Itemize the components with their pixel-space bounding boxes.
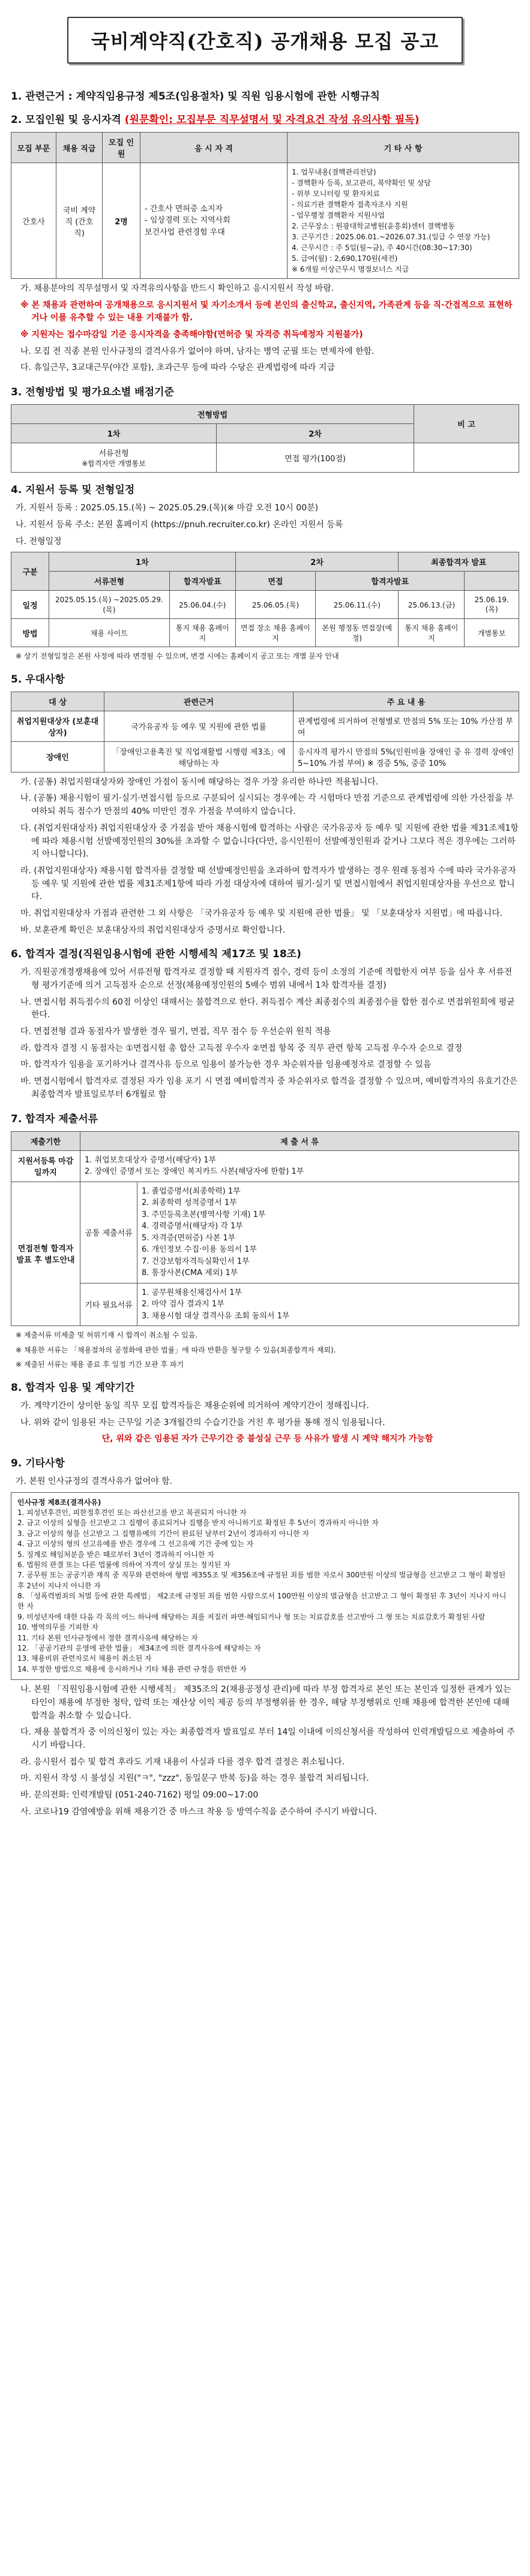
disqualification-box (11, 1492, 519, 1681)
qual-item: - 임상경력 또는 지역사회 (145, 216, 230, 226)
stage2-cell: 면접 평가(100점) (217, 443, 414, 473)
preference-table (11, 692, 519, 773)
box-line: 10. 병역의무를 기피한 자 (17, 1623, 98, 1632)
box-line: 11. 기타 본원 인사규정에서 정한 결격사유에 해당하는 자 (17, 1633, 198, 1642)
table-cell (137, 1283, 519, 1326)
remark-cell (414, 443, 519, 473)
table-cell: 25.06.19.(목) (465, 591, 519, 619)
note-warning: ※ 지원자는 접수마감일 기준 응시자격을 충족해야함(면허증 및 자격증 취득예정자 지원불가) (20, 330, 363, 340)
misc-item: ※ 6개월 이상근무시 명절보너스 지급 (292, 265, 409, 273)
section-9-heading: 9. 기타사항 (11, 1457, 65, 1469)
section-2-heading (11, 111, 519, 126)
preference-item: 나. (공통) 채용시험이 필기·실기·면접시험 등으로 구분되어 실시되는 경우에는 각 시험마다 만점 기준으로 관계법령에 의한 가산점을 부여하되 취득 점수가 만점의 40% 미만인 경우 가점을 부여하지 않습니다. (20, 793, 514, 817)
misc-item: - 의료기관 결핵환자 접촉자조사 지원 (292, 200, 408, 209)
table-cell: 공통 제출서류 (80, 1182, 137, 1283)
table-row (11, 711, 519, 741)
table-header: 모집 인원 (103, 133, 140, 163)
decision-item: 나. 면접시험 취득점수의 60점 이상인 대해서는 불합격으로 한다. 취득점수 계산 최종점수의 최종점수를 합한 점수로 면접위원회에 평균한다. (20, 997, 515, 1020)
table-header: 관련근거 (104, 692, 294, 711)
selection-table (11, 404, 519, 473)
other-item: 라. 응시원서 접수 및 합격 후라도 기재 내용이 사실과 다를 경우 합격 결정은 취소됩니다. (20, 1757, 345, 1767)
preference-item: 가. (공통) 취업지원대상자와 장애인 가점이 동시에 해당하는 경우 가장 유리한 하나만 적용됩니다. (20, 777, 379, 787)
qual-item: 보건사업 관련경험 우대 (145, 227, 225, 237)
document-item: 2. 장애인 증명서 또는 장애인 복지카드 사본(해당자에 한함) 1부 (85, 1167, 304, 1177)
other-item: 마. 지원서 작성 시 불성실 지원("ㅋ", "zzz", 동일문구 반복 등)을 하는 경우 불합격 처리됩니다. (20, 1774, 369, 1784)
schedule-table (11, 552, 519, 647)
contract-item: 나. 위와 같이 임용된 자는 근무일 기준 3개월간의 수습기간을 거친 후 평가를 통해 정식 임용됩니다. (20, 1417, 385, 1427)
misc-item: 3. 근무기간 : 2025.06.01.~2026.07.31.(일급 수 연장 가능) (292, 233, 490, 241)
table-cell: 25.06.05.(목) (235, 591, 315, 619)
count-cell: 2명 (103, 163, 140, 279)
preference-item: 라. (취업지원대상자) 채용시험 합격자를 결정할 때 선발예정인원을 초과하여 합격자가 발생하는 경우 원래 동점자 수에 따라 국가유공자 등 예우 및 지원에 관한 법률 제31조제1항에 따라 가점 대상자에 대하여 필기·실기 및 면접시험에서 취업지원대상자를 우선으로 합니다. (20, 865, 516, 902)
document-item: 8. 통장사본(CMA 제외) 1부 (142, 1269, 238, 1278)
section-8-heading: 8. 합격자 임용 및 계약기간 (11, 1381, 135, 1394)
table-cell: 2025.05.15.(목) ~2025.05.29.(목) (49, 591, 170, 619)
page-title: 국비계약직(간호직) 공개채용 모집 공고 (67, 17, 463, 64)
table-header-row (11, 572, 519, 591)
note: 나. 모집 전 직종 본원 인사규정의 결격사유가 없어야 하며, 남자는 병역 군필 또는 면제자에 한함. (20, 346, 375, 356)
table-header: 모집 부문 (11, 133, 56, 163)
table-row (11, 1283, 519, 1326)
document-item: 2. 마약 검사 결과지 1부 (142, 1300, 224, 1309)
schedule-item: 다. 전형일정 (16, 536, 62, 546)
box-line: 4. 금고 이상의 형의 선고유예를 받은 경우에 그 선고유예 기간 중에 있는 자 (17, 1540, 254, 1549)
document-item: 3. 채용시험 대상 결격사유 조회 동의서 1부 (142, 1311, 290, 1321)
table-header: 제출기한 (11, 1131, 80, 1150)
table-cell: 「장애인고용촉진 및 직업재활법 시행령 제3조」에 해당하는 자 (104, 741, 294, 772)
misc-item: 1. 업무내용(결핵관리전담) (292, 168, 376, 176)
box-line: 3. 금고 이상의 형을 선고받고 그 집행유예의 기간이 완료된 날부터 2년이 경과하지 아니한 자 (17, 1529, 309, 1538)
qual-cell (140, 163, 288, 279)
misc-item: 2. 근무장소 : 원광대학교병원(윤흥회)센터 결핵병동 (292, 222, 455, 230)
other-sub: 가. 본원 인사규정의 결격사유가 없어야 함. (16, 1476, 173, 1486)
table-cell (80, 1150, 519, 1182)
table-header-row (11, 405, 519, 424)
table-row (11, 741, 519, 772)
table-header-row (11, 133, 519, 163)
misc-item: - 결핵환자 등록, 보고관리, 복약확인 및 상담 (292, 179, 431, 187)
table-cell: 면접 장소 채용 홈페이지 (235, 619, 315, 647)
box-line: 12. 「공공기관의 운영에 관한 법률」 제34조에 의한 결격사유에 해당하는 자 (17, 1644, 261, 1653)
preference-item: 다. (취업지원대상자) 취업지원대상자 중 가점을 받아 채용시험에 합격하는 사람은 국가유공자 등 예우 및 지원에 관한 법률 제31조제1항에 따라 채용시험 선발예정인원의 30%를 초과할 수 없습니다(다만, 응시인원이 선발예정인원과 같거나 그보다 적은 경우에는 그러하지 아니합니다). (20, 823, 519, 859)
table-header: 최종합격자 발표 (399, 552, 519, 572)
table-header: 제 출 서 류 (80, 1131, 519, 1150)
table-cell: 면접전형 합격자 발표 후 별도안내 (11, 1182, 80, 1326)
section-5-heading: 5. 우대사항 (11, 673, 65, 686)
table-header: 구분 (11, 552, 49, 591)
other-item: 나. 본원 「직원임용시험에 관한 시행세칙」 제35조의 2(채용공정성 관리)에 따라 부정 합격자로 본인 또는 본인과 일정한 관계가 있는 타인이 채용에 부정한 청탁, 압력 또는 재산상 이익 제공 등의 부정행위를 한 경우, 해당 부정행위로 인해 채용에 합격한 본인에 대해 합격을 취소할 수 있습니다. (20, 1685, 511, 1721)
schedule-note: ※ 상기 전형일정은 본원 사정에 따라 변경될 수 있으며, 변경 시에는 홈페이지 공고 또는 개별 문자 안내 (16, 652, 339, 661)
table-row (11, 1182, 519, 1283)
table-row (11, 1150, 519, 1182)
document-item: 1. 취업보호대상자 증명서(해당자) 1부 (85, 1155, 217, 1165)
document-item: 2. 최종학력 성적증명서 1부 (142, 1198, 237, 1208)
section-pass-decision (11, 945, 519, 1101)
section-legal-basis (11, 88, 519, 103)
table-row (11, 619, 519, 647)
table-header: 2차 (217, 424, 414, 443)
stage1-value: 서류전형 (98, 449, 129, 459)
table-cell: 통지 채용 홈페이지 (399, 619, 465, 647)
box-line: 2. 금고 이상의 실형을 선고받고 그 집행이 종료되거나 집행을 받지 아니하기로 확정된 후 5년이 경과하지 아니한 자 (17, 1519, 379, 1528)
table-cell: 장애인 (11, 741, 104, 772)
table-header: 대 상 (11, 692, 104, 711)
documents-table (11, 1131, 519, 1327)
table-header: 주 요 내 용 (294, 692, 519, 711)
section-2-title: 2. 모집인원 및 응시자격 (11, 114, 121, 126)
table-row (11, 443, 519, 473)
preference-item: 바. 보훈관계 확인은 보훈대상자의 취업지원대상자 증명서로 확인합니다. (20, 925, 286, 935)
misc-item: 5. 급여(월) : 2,690,170원(세전) (292, 254, 398, 263)
table-cell: 취업지원대상자 (보훈대상자) (11, 711, 104, 741)
section-preferences (11, 671, 519, 937)
document-item: 3. 주민등록초본(병역사항 기재) 1부 (142, 1210, 266, 1219)
section-7-heading: 7. 합격자 제출서류 (11, 1113, 98, 1125)
table-header-row (11, 692, 519, 711)
table-cell: 개별통보 (465, 619, 519, 647)
contract-item: 가. 계약기간이 상이한 동일 직무 모집 합격자들은 채용순위에 의거하여 계약기간이 정해집니다. (20, 1400, 369, 1411)
box-line: 5. 징계로 해임처분을 받은 때로부터 3년이 경과하지 아니한 자 (17, 1550, 214, 1559)
recruitment-table (11, 132, 519, 279)
decision-item: 라. 합격자 결정 시 동점자는 ①면접시험 총 합산 고득점 우수자 ②면접 항목 중 직무 관련 항목 고득점 우수자 순으로 결정 (20, 1043, 463, 1053)
table-header: 전형방법 (11, 405, 414, 424)
section-contract (11, 1379, 519, 1446)
document-note: ※ 제출된 서류는 채용 종료 후 일정 기간 보관 후 파기 (16, 1360, 184, 1369)
note: 다. 휴일근무, 3교대근무(야간 포함), 초과근무 등에 따라 수당은 관계법령에 따라 지급 (20, 363, 335, 373)
table-cell: 국가유공자 등 예우 및 지원에 관한 법률 (104, 711, 294, 741)
document-item: 1. 공무원채용신체검사서 1부 (142, 1288, 242, 1297)
table-cell: 통지 채용 홈페이지 (169, 619, 235, 647)
table-header-row (11, 1131, 519, 1150)
decision-item: 바. 면접시험에서 합격자로 결정된 자가 임용 포기 시 면접 예비합격자 중 차순위자로 합격을 결정할 수 있으며, 예비합격자의 유효기간은 최종합격자 발표일로부터 6개월로 함 (20, 1077, 518, 1099)
stage1-note: ※합격자만 개별통보 (82, 459, 146, 468)
other-item: 바. 문의전화: 인력개발팀 (051-240-7162) 평일 09:00~17:00 (20, 1790, 259, 1801)
document-item: 7. 건강보험자격득실확인서 1부 (142, 1257, 250, 1266)
table-row (11, 163, 519, 279)
section-6-heading: 6. 합격자 결정(직원임용시험에 관한 시행세칙 제17조 및 18조) (11, 948, 301, 961)
table-header-row (11, 552, 519, 572)
table-header: 비 고 (414, 405, 519, 443)
table-header: 합격자발표 (316, 572, 465, 591)
misc-item: 4. 근무시간 : 주 5일(월~금), 주 40시간(08:30~17:30) (292, 244, 472, 252)
section-documents (11, 1110, 519, 1370)
document-note: ※ 제출서류 미제출 및 허위기재 시 합격이 취소될 수 있음. (16, 1331, 198, 1340)
misc-item: - 업무행정 결핵환자 지원사업 (292, 211, 385, 220)
document-item: 5. 자격증(면허증) 사본 1부 (142, 1233, 236, 1243)
note: 가. 채용분야의 직무설명서 및 자격유의사항을 반드시 확인하고 응시지원서 작성 바람. (20, 284, 334, 293)
box-line: 7. 공무원 또는 공공기관 재직 중 직무와 관련하여 형법 제355조 및 제356조에 규정된 죄를 범한 자로서 300만원 이상의 벌금형을 선고받고 그 형이 확정된 후 2년이 지나지 아니한 자 (17, 1571, 506, 1590)
section-2-note: (원문확인: 모집부문 직무설명서 및 자격요건 작성 유의사항 필독) (124, 114, 420, 126)
box-line: 6. 법원의 판결 또는 다른 법률에 의하여 자격이 상실 또는 정지된 자 (17, 1560, 230, 1569)
table-header: 면접 (235, 572, 315, 591)
table-cell: 본원 행정동 면접장(예정) (316, 619, 399, 647)
table-cell: 관계법령에 의거하여 전형별로 만점의 5% 또는 10% 가산점 부여 (294, 711, 519, 741)
box-title: 인사규정 제8조(결격사유) (17, 1498, 101, 1507)
table-cell: 방법 (11, 619, 49, 647)
grade-cell: 국비 계약직 (간호직) (56, 163, 103, 279)
table-cell: 채용 사이트 (49, 619, 170, 647)
stage1-cell (11, 443, 217, 473)
preference-item: 마. 취업지원대상자 가점과 관련한 그 외 사항은 「국가유공자 등 예우 및 지원에 관한 법률」 및 「보훈대상자 지원법」에 따릅니다. (20, 908, 503, 918)
table-header: 채용 직급 (56, 133, 103, 163)
table-header: 응 시 자 격 (140, 133, 288, 163)
other-item: 사. 코로나19 감염예방을 위해 채용기간 중 마스크 착용 등 방역수칙을 준수하여 주시기 바랍니다. (20, 1806, 378, 1817)
box-line: 9. 미성년자에 대한 다음 각 목의 어느 하나에 해당하는 죄를 저질러 파면·해임되거나 형 또는 치료감호를 선고받아 그 형 또는 치료감호가 확정된 사람 (17, 1612, 486, 1621)
table-cell: 25.06.13.(금) (399, 591, 465, 619)
section-4-heading: 4. 지원서 등록 및 전형일정 (11, 484, 135, 497)
table-cell: 25.06.11.(수) (316, 591, 399, 619)
table-cell: 응시자격 평가시 만점의 5%(인원비율 장애인 중 유 경력 장애인 5~10% 가점 부여) ※ 경증 5%, 중증 10% (294, 741, 519, 772)
section-other (11, 1454, 519, 1819)
other-item: 다. 채용 불합격자 중 이의신청이 있는 자는 최종합격자 발표일로 부터 14일 이내에 이의신청서를 작성하여 인력개발팀으로 제출하여 주시기 바랍니다. (20, 1727, 515, 1750)
document-item: 6. 개인정보 수집·이용 동의서 1부 (142, 1245, 257, 1255)
document-note: ※ 채용한 서류는 「채용절차의 공정화에 관한 법률」에 따라 반환을 청구할 수 있음(최종합격자 제외). (16, 1345, 336, 1354)
document-item: 1. 졸업증명서(최종학력) 1부 (142, 1186, 241, 1196)
section-schedule (11, 481, 519, 662)
decision-item: 가. 직원공개경쟁채용에 있어 서류전형 합격자로 결정할 때 지원자격 점수, 경력 등이 소정의 기준에 적합한지 여부 등을 심사 후 서류전형 평가기준에 의거 고득점자 순으로 선정(채용예정인원의 5배수 범위 내에서 1차 합격자를 결정) (20, 967, 513, 991)
schedule-item: 나. 지원서 등록 주소: 본원 홈페이지 (https://pnuh.recruiter.co.kr) 온라인 지원서 등록 (16, 519, 343, 530)
note-warning: ※ 본 채용과 관련하여 공개채용으로 응시지원서 및 자기소개서 등에 본인의 출신학교, 출신지역, 가족관계 등을 직·간접적으로 표현하거나 이를 유추할 수 있는 내용 기재불가 함. (20, 300, 513, 323)
box-line: 13. 채용비위 관련자로서 채용이 취소된 자 (17, 1654, 152, 1663)
box-line: 1. 피성년후견인, 피한정후견인 또는 파산선고를 받고 복권되지 아니한 자 (17, 1508, 247, 1517)
table-cell (137, 1182, 519, 1283)
table-header (465, 572, 519, 591)
table-header: 2차 (235, 552, 399, 572)
table-header: 서류전형 (49, 572, 170, 591)
section-1-heading: 1. 관련근거 : 계약직임용규정 제5조(임용절차) 및 직원 임용시험에 관한 시행규칙 (11, 91, 380, 103)
title-area (11, 0, 519, 79)
section-recruitment (11, 111, 519, 375)
section-3-heading: 3. 전형방법 및 평가요소별 배점기준 (11, 386, 174, 399)
dept-cell: 간호사 (11, 163, 56, 279)
table-header: 합격자발표 (169, 572, 235, 591)
qual-item: - 간호사 면허증 소지자 (145, 204, 223, 214)
box-line: 14. 부정한 방법으로 채용에 응시하거나 기타 채용 관련 규정을 위반한 자 (17, 1664, 247, 1673)
box-line: 8. 「성폭력범죄의 처벌 등에 관한 특례법」 제2조에 규정된 죄를 범한 사람으로서 100만원 이상의 벌금형을 선고받고 그 형이 확정된 후 3년이 지나지 아니한 자 (17, 1592, 507, 1611)
misc-item: - 위부 모니터링 및 환자치료 (292, 190, 381, 198)
table-cell: 기타 필요서류 (80, 1283, 137, 1326)
table-cell: 지원서등록 마감일까지 (11, 1150, 80, 1182)
decision-item: 다. 면접전형 결과 동점자가 발생한 경우 필기, 면접, 직무 점수 등 우선순위 원칙 적용 (20, 1027, 331, 1037)
table-header: 기 타 사 항 (288, 133, 519, 163)
table-header: 1차 (49, 552, 236, 572)
section-selection (11, 383, 519, 473)
document-item: 4. 경력증명서(해당자) 각 1부 (142, 1222, 243, 1231)
table-cell: 일정 (11, 591, 49, 619)
decision-item: 마. 합격자가 임용을 포기하거나 결격사유 등으로 임용이 불가능한 경우 차순위자를 임용예정자로 결정할 수 있음 (20, 1060, 432, 1070)
misc-cell (288, 163, 519, 279)
table-row (11, 591, 519, 619)
table-header: 1차 (11, 424, 217, 443)
contract-warning: 단, 위와 같은 임용된 자가 근무기간 중 불성실 근무 등 사유가 발생 시 계약 해지가 가능함 (101, 1434, 433, 1444)
table-cell: 25.06.04.(수) (169, 591, 235, 619)
schedule-item: 가. 지원서 등록 : 2025.05.15.(목) ~ 2025.05.29.(목)(※ 마감 오전 10시 00분) (16, 503, 319, 513)
